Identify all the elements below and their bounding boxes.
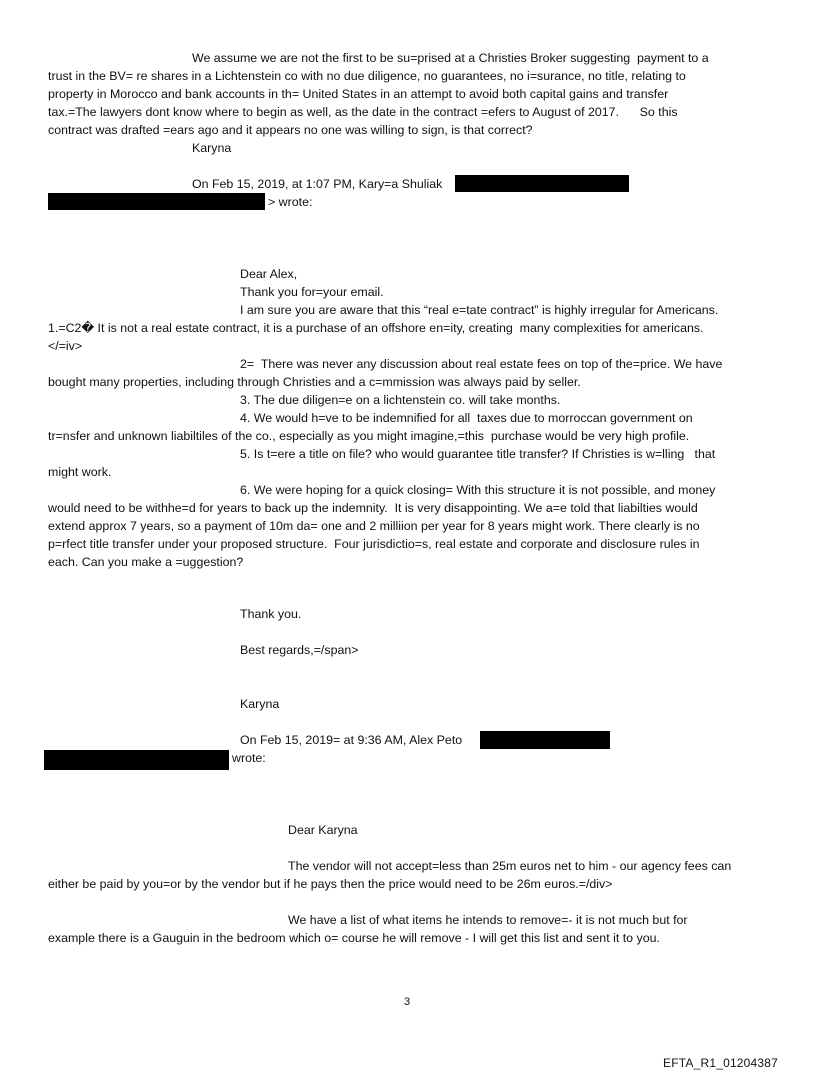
redaction-box [48, 193, 265, 210]
letter-salutation: Dear Alex, [240, 267, 298, 281]
email-signature: Karyna [192, 141, 232, 155]
letter-item-1: 1.=C2� It is not a real estate contract, it is a purchase of an offshore en=ity, creating many complexities for americans. [48, 321, 704, 335]
bates-number: EFTA_R1_01204387 [663, 1056, 779, 1070]
letter-item-4-cont: tr=nsfer and unknown liabiltiles of the co., especially as you might imagine,=this purchase would be very high profile. [48, 429, 690, 443]
email-paragraph-line: contract was drafted =ears ago and it appears no one was willing to sign, is that correct? [48, 123, 533, 137]
email-paragraph-line: trust in the BV= re shares in a Lichtenstein co with no due diligence, no guarantees, no i=surance, no title, relating to [48, 69, 686, 83]
letter-line: Thank you for=your email. [240, 285, 384, 299]
email-paragraph-line: We assume we are not the first to be su=prised at a Christies Broker suggesting payment to a [192, 51, 709, 65]
reply-paragraph-line: We have a list of what items he intends to remove=- it is not much but for [288, 913, 688, 927]
quote-header-wrote: > wrote: [268, 195, 313, 209]
page-number: 3 [404, 996, 411, 1008]
redaction-box [455, 175, 629, 192]
letter-signature: Karyna [240, 697, 280, 711]
letter-item-6-cont: would need to be withhe=d for years to back up the indemnity. It is very disappointing. We a=e told that liabilties would [48, 501, 698, 515]
quote-header-wrote: wrote: [232, 751, 266, 765]
letter-item-5: 5. Is t=ere a title on file? who would guarantee title transfer? If Christies is w=lling that [240, 447, 716, 461]
letter-thanks: Thank you. [240, 607, 302, 621]
quote-header: On Feb 15, 2019, at 1:07 PM, Kary=a Shuliak [192, 177, 443, 191]
letter-closing: Best regards,=/span> [240, 643, 359, 657]
redaction-box [480, 731, 610, 749]
letter-item-3: 3. The due diligen=e on a lichtenstein co. will take months. [240, 393, 561, 407]
reply-salutation: Dear Karyna [288, 823, 358, 837]
letter-item-2: 2= There was never any discussion about real estate fees on top of the=price. We have [240, 357, 723, 371]
letter-line: I am sure you are aware that this “real e=tate contract” is highly irregular for Americans. [240, 303, 719, 317]
letter-item-6: 6. We were hoping for a quick closing= With this structure it is not possible, and money [240, 483, 716, 497]
quote-header: On Feb 15, 2019= at 9:36 AM, Alex Peto [240, 733, 463, 747]
letter-item-6-cont: extend approx 7 years, so a payment of 10m da= one and 2 milliion per year for 8 years might work. There clearly is no [48, 519, 700, 533]
letter-item-5-cont: might work. [48, 465, 112, 479]
letter-html-artifact: </=iv> [48, 339, 83, 353]
letter-item-4: 4. We would h=ve to be indemnified for all taxes due to morroccan government on [240, 411, 693, 425]
letter-item-6-cont: p=rfect title transfer under your proposed structure. Four jurisdictio=s, real estate and corporate and disclosure rules in [48, 537, 700, 551]
email-paragraph-line: tax.=The lawyers dont know where to begin as well, as the date in the contract =efers to August of 2017. So this [48, 105, 678, 119]
reply-paragraph-line: example there is a Gauguin in the bedroom which o= course he will remove - I will get this list and sent it to you. [48, 931, 660, 945]
reply-paragraph-line: The vendor will not accept=less than 25m euros net to him - our agency fees can [288, 859, 732, 873]
letter-item-2-cont: bought many properties, including through Christies and a c=mmission was always paid by seller. [48, 375, 581, 389]
letter-item-6-cont: each. Can you make a =uggestion? [48, 555, 244, 569]
email-paragraph-line: property in Morocco and bank accounts in th= United States in an attempt to avoid both capital gains and transfer [48, 87, 669, 101]
reply-paragraph-line: either be paid by you=or by the vendor but if he pays then the price would need to be 26m euros.=/div> [48, 877, 613, 891]
redaction-box [44, 750, 229, 770]
